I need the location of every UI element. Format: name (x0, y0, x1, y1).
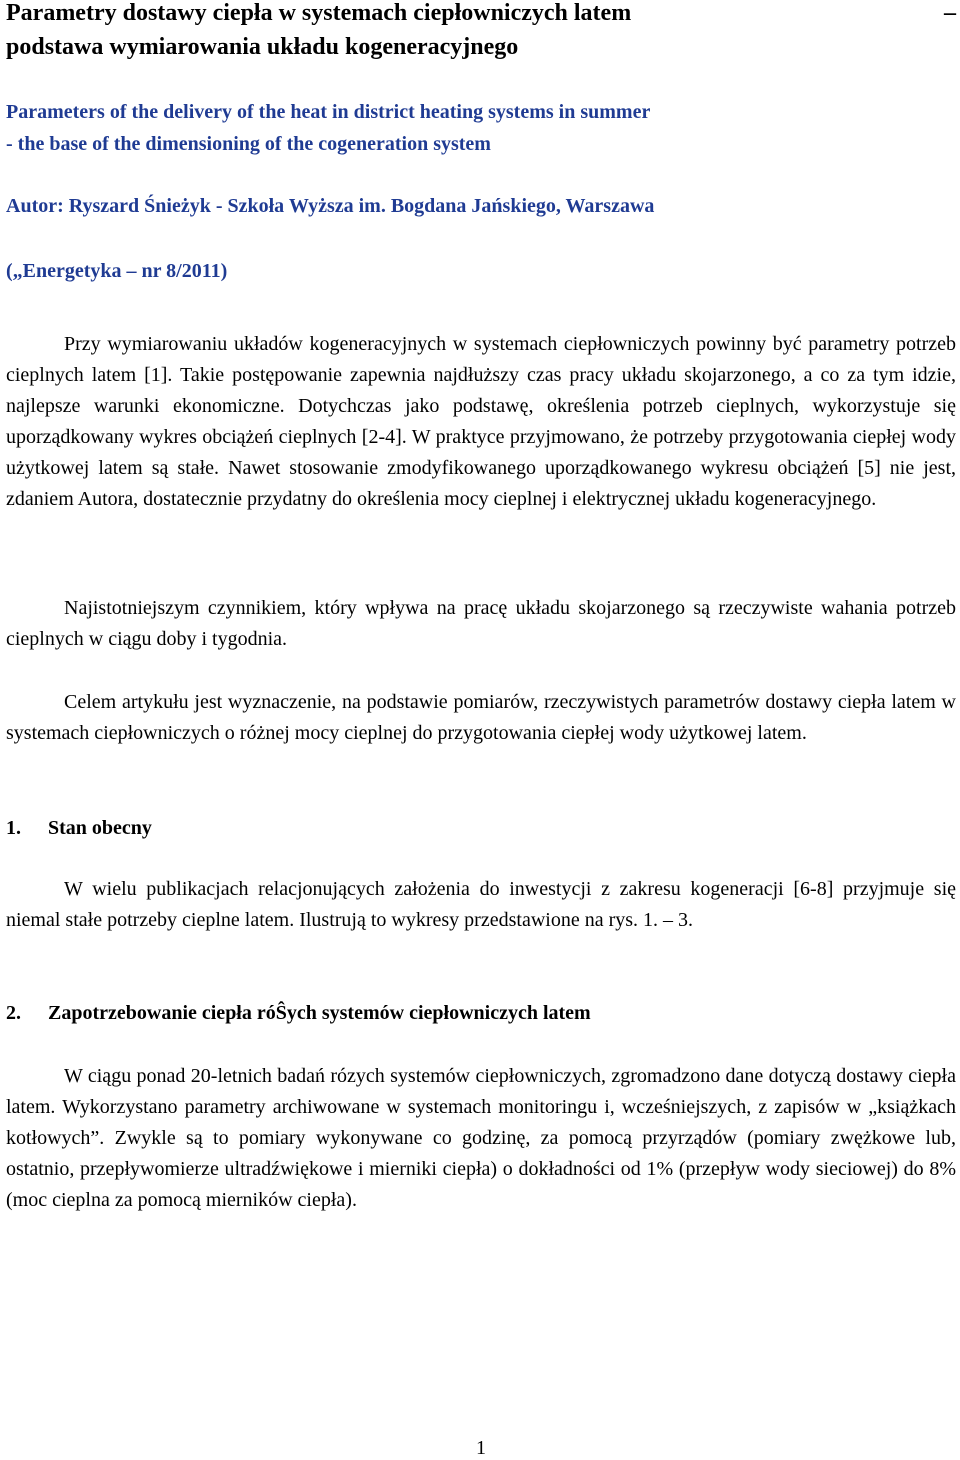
title-line-2: podstawa wymiarowania układu kogeneracyjnego (6, 34, 519, 60)
section-1-number: 1. (6, 817, 21, 839)
paragraph-aim: Celem artykułu jest wyznaczenie, na podstawie pomiarów, rzeczywistych parametrów dostawy ciepła latem w systemach ciepłowniczych o różnej mocy cieplnej do przygotowania ciepłej wody użytkowej latem. (6, 691, 956, 744)
section-2-number: 2. (6, 1002, 21, 1024)
section-2-heading (6, 998, 591, 1028)
title-dash: – (944, 0, 956, 26)
paragraph-factor: Najistotniejszym czynnikiem, który wpływa na pracę układu skojarzonego są rzeczywiste wahania potrzeb cieplnych w ciągu doby i tygodnia. (6, 597, 956, 650)
page-number: 1 (476, 1437, 486, 1459)
subtitle-line-1: Parameters of the delivery of the heat in district heating systems in summer (6, 101, 651, 123)
document-title (6, 0, 956, 64)
source-citation: („Energetyka – nr 8/2011) (6, 260, 228, 282)
english-subtitle (6, 96, 650, 160)
section-2-text: W ciągu ponad 20-letnich badań rózych systemów ciepłowniczych, zgromadzono dane dotyczą dostawy ciepła latem. Wykorzystano parametry archiwowane w systemach monitoringu i, wcześniejszych, z zapisów w „książkach kotłowych”. Zwykle są to pomiary wykonywane co godzinę, za pomocą przyrządów (pomiary zwężkowe lub, ostatnio, przepływomierze ultradźwiękowe i mierniki ciepła) o dokładności od 1% (przepływ wody sieciowej) do 8% (moc cieplna za pomocą mierników ciepła). (6, 1065, 956, 1211)
author-line: Autor: Ryszard Śnieżyk - Szkoła Wyższa im. Bogdana Jańskiego, Warszawa (6, 195, 655, 217)
subtitle-line-2: - the base of the dimensioning of the cogeneration system (6, 133, 491, 155)
section-1-text: W wielu publikacjach relacjonujących założenia do inwestycji z zakresu kogeneracji [6-8] przyjmuje się niemal stałe potrzeby cieplne latem. Ilustrują to wykresy przedstawione na rys. 1. – 3. (6, 878, 956, 931)
title-line-1: Parametry dostawy ciepła w systemach ciepłowniczych latem (6, 0, 632, 26)
section-2-title: Zapotrzebowanie ciepła róŜych systemów ciepłowniczych latem (48, 1002, 591, 1024)
paragraph-intro: Przy wymiarowaniu układów kogeneracyjnych w systemach ciepłowniczych powinny być parametry potrzeb cieplnych latem [1]. Takie postępowanie zapewnia najdłuższy czas pracy układu skojarzonego, a co za tym idzie, najlepsze warunki ekonomiczne. Dotychczas jako podstawę, określenia potrzeb cieplnych, wykorzystuje się uporządkowany wykres obciążeń cieplnych [2-4]. W praktyce przyjmowano, że potrzeby przygotowania ciepłej wody użytkowej latem są stałe. Nawet stosowanie zmodyfikowanego uporządkowanego wykresu obciążeń [5] nie jest, zdaniem Autora, dostatecznie przydatny do określenia mocy cieplnej i elektrycznej układu kogeneracyjnego. (6, 333, 956, 510)
section-1-title: Stan obecny (48, 817, 152, 839)
section-1-heading (6, 813, 152, 843)
